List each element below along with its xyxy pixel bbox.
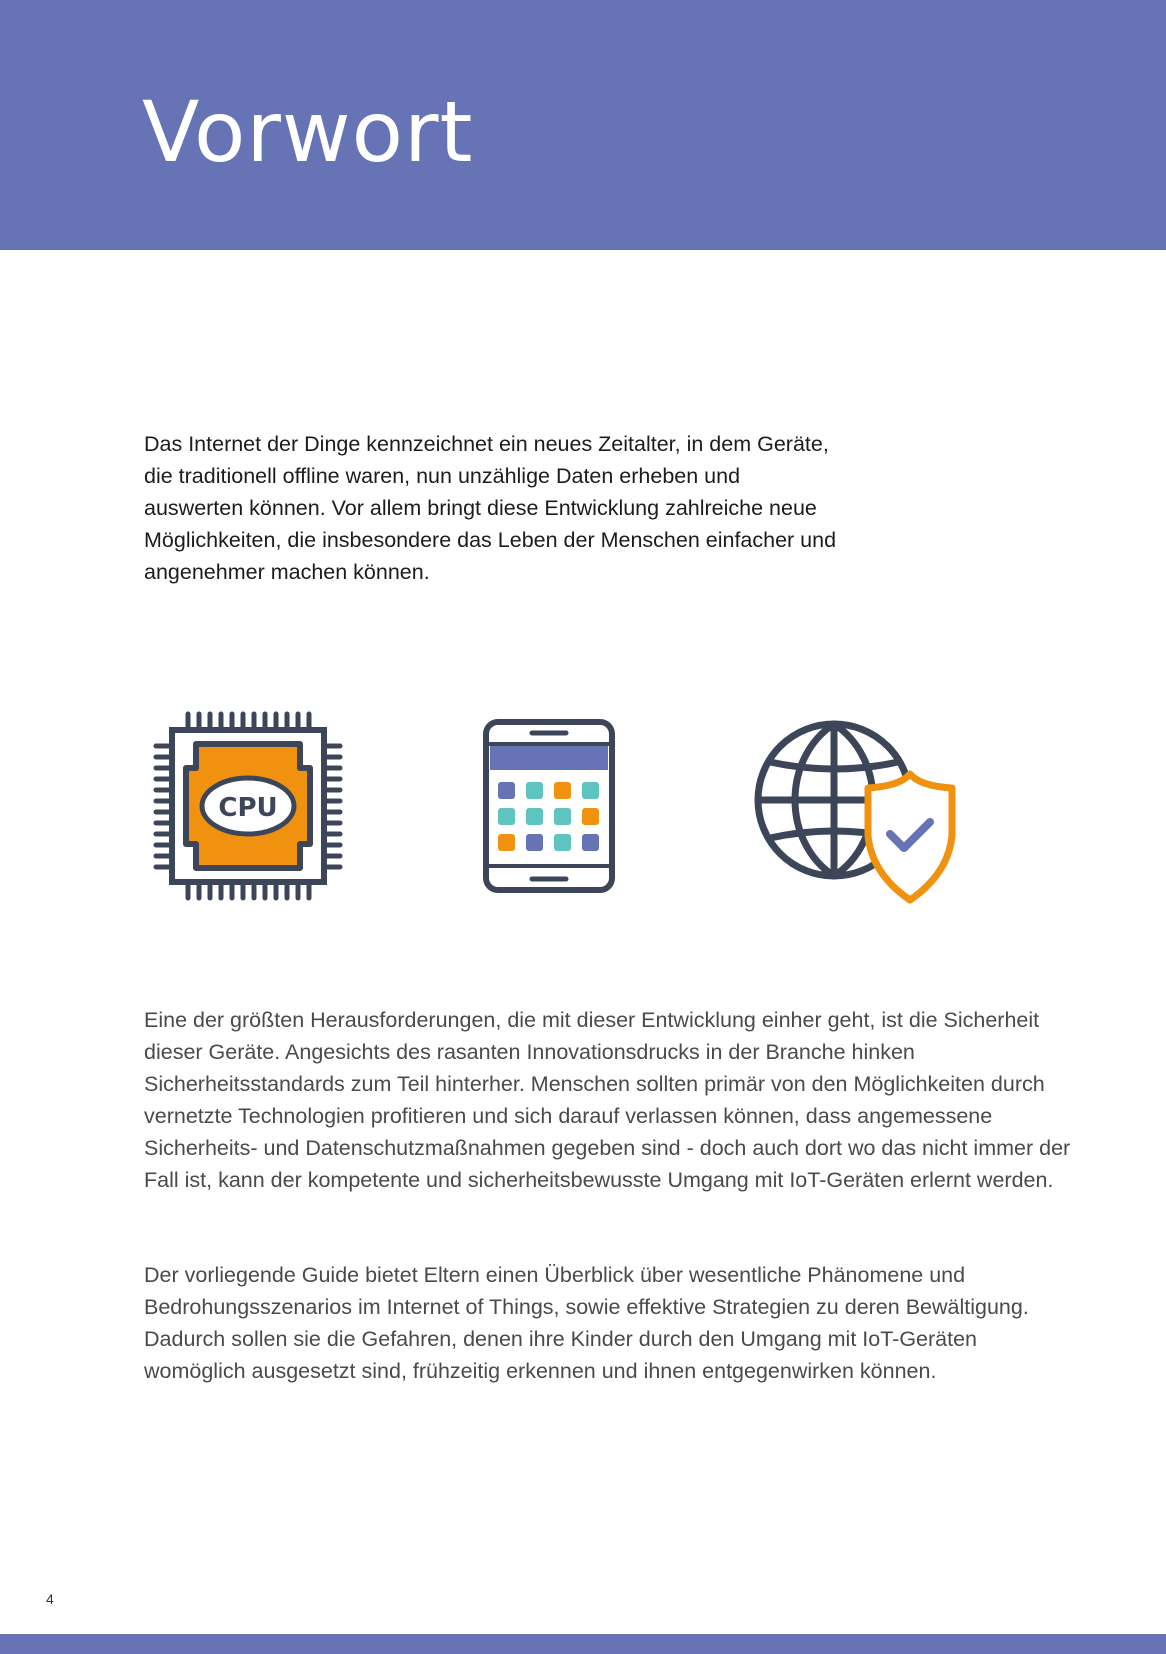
globe-shield-check-icon [752, 718, 962, 908]
page-title: Vorwort [142, 83, 474, 181]
body-paragraph-1: Eine der größten Herausforderungen, die mit dieser Entwicklung einher geht, ist die Sicherheit dieser Geräte. Angesichts des rasanten Innovationsdrucks in der Branche hinken Sicherheitsstandards zum Teil hinterher. Menschen sollten primär von den Möglichkeiten durch vernetzte Technologien profitieren und sich darauf verlassen können, dass angemessene Sicherheits- und Datenschutzmaßnahmen gegeben sind - doch auch dort wo das nicht immer der Fall ist, kann der kompetente und sicherheitsbewusste Umgang mit IoT-Geräten erlernt werden. [144, 1008, 1071, 1192]
body-paragraph-2: Der vorliegende Guide bietet Eltern einen Überblick über wesentliche Phänomene und Bedrohungsszenarios im Internet of Things, sowie effektive Strategien zu deren Bewältigung. Dadurch sollen sie die Gefahren, denen ihre Kinder durch den Umgang mit IoT-Geräten womöglich ausgesetzt sind, frühzeitig erkennen und ihnen entgegenwirken können. [144, 1263, 1029, 1383]
cpu-chip-icon [152, 710, 344, 902]
footer-band [0, 1634, 1166, 1654]
page-number: 4 [46, 1591, 54, 1607]
intro-paragraph: Das Internet der Dinge kennzeichnet ein neues Zeitalter, in dem Geräte, die traditionell offline waren, nun unzählige Daten erheben und auswerten können. Vor allem bringt diese Entwicklung zahlreiche neue Möglichkeiten, die insbesondere das Leben der Menschen einfacher und angenehmer machen können. [144, 432, 837, 584]
cpu-label: CPU [218, 793, 278, 823]
tablet-app-grid-icon [482, 718, 616, 894]
